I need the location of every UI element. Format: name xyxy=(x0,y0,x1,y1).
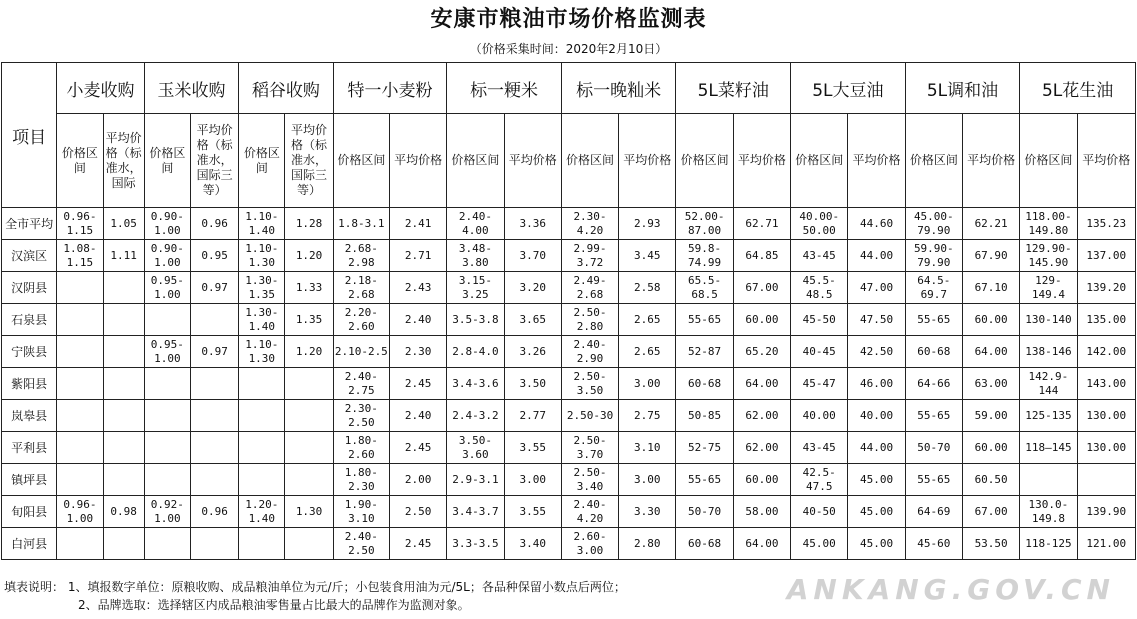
cell-avg-price: 0.96 xyxy=(190,208,238,240)
sub-header-range: 价格区间 xyxy=(676,114,733,208)
cell-avg-price: 67.10 xyxy=(962,272,1019,304)
cell-price-range xyxy=(144,400,190,432)
cell-avg-price: 59.00 xyxy=(962,400,1019,432)
cell-avg-price: 60.00 xyxy=(733,464,790,496)
group-header: 5L大豆油 xyxy=(791,63,906,114)
sub-header-range: 价格区间 xyxy=(333,114,389,208)
cell-price-range: 2.50-2.80 xyxy=(561,304,618,336)
cell-avg-price: 0.98 xyxy=(103,496,144,528)
cell-price-range: 43-45 xyxy=(791,432,848,464)
cell-price-range: 40-50 xyxy=(791,496,848,528)
cell-price-range: 2.18-2.68 xyxy=(333,272,389,304)
cell-avg-price: 1.05 xyxy=(103,208,144,240)
cell-avg-price: 65.20 xyxy=(733,336,790,368)
cell-price-range: 60-68 xyxy=(905,336,962,368)
cell-price-range xyxy=(57,432,103,464)
cell-price-range xyxy=(239,368,285,400)
sub-header-range: 价格区间 xyxy=(144,114,190,208)
cell-avg-price: 62.71 xyxy=(733,208,790,240)
cell-avg-price: 58.00 xyxy=(733,496,790,528)
cell-avg-price: 64.85 xyxy=(733,240,790,272)
cell-price-range: 2.50-3.40 xyxy=(561,464,618,496)
cell-price-range: 43-45 xyxy=(791,240,848,272)
cell-avg-price: 64.00 xyxy=(962,336,1019,368)
cell-price-range: 2.40-4.00 xyxy=(447,208,504,240)
cell-price-range: 3.4-3.7 xyxy=(447,496,504,528)
row-label: 石泉县 xyxy=(2,304,57,336)
cell-avg-price xyxy=(285,528,333,560)
cell-price-range: 45-60 xyxy=(905,528,962,560)
cell-price-range xyxy=(57,304,103,336)
cell-price-range: 64-69 xyxy=(905,496,962,528)
cell-price-range: 1.30-1.35 xyxy=(239,272,285,304)
cell-avg-price xyxy=(103,304,144,336)
sub-header-avg: 平均价格（标准水，国际三等） xyxy=(190,114,238,208)
cell-price-range: 50-70 xyxy=(905,432,962,464)
cell-price-range: 55-65 xyxy=(905,400,962,432)
cell-avg-price: 45.00 xyxy=(848,496,905,528)
cell-price-range: 2.10-2.5 xyxy=(333,336,389,368)
cell-avg-price: 60.50 xyxy=(962,464,1019,496)
cell-avg-price: 2.77 xyxy=(504,400,561,432)
cell-avg-price: 0.97 xyxy=(190,272,238,304)
cell-avg-price: 135.00 xyxy=(1077,304,1135,336)
cell-price-range: 65.5-68.5 xyxy=(676,272,733,304)
cell-avg-price: 2.43 xyxy=(389,272,446,304)
cell-price-range: 2.40-4.20 xyxy=(561,496,618,528)
cell-price-range: 52-75 xyxy=(676,432,733,464)
cell-avg-price: 3.00 xyxy=(504,464,561,496)
cell-avg-price: 3.55 xyxy=(504,496,561,528)
cell-avg-price: 1.33 xyxy=(285,272,333,304)
cell-avg-price: 3.70 xyxy=(504,240,561,272)
cell-price-range: 2.20-2.60 xyxy=(333,304,389,336)
cell-avg-price: 2.45 xyxy=(389,432,446,464)
cell-avg-price: 44.00 xyxy=(848,240,905,272)
cell-avg-price: 3.30 xyxy=(619,496,676,528)
cell-price-range: 55-65 xyxy=(905,304,962,336)
note-line-2: 2、品牌选取：选择辖区内成品粮油零售量占比最大的品牌作为监测对象。 xyxy=(78,598,470,612)
sub-header-avg: 平均价格 xyxy=(504,114,561,208)
sub-header-range: 价格区间 xyxy=(447,114,504,208)
cell-avg-price: 45.00 xyxy=(848,464,905,496)
cell-avg-price: 121.00 xyxy=(1077,528,1135,560)
cell-price-range: 2.4-3.2 xyxy=(447,400,504,432)
cell-price-range: 64.5-69.7 xyxy=(905,272,962,304)
cell-price-range: 118—145 xyxy=(1020,432,1077,464)
cell-avg-price: 42.50 xyxy=(848,336,905,368)
table-row xyxy=(2,336,1136,368)
cell-price-range: 1.10-1.30 xyxy=(239,240,285,272)
cell-avg-price: 47.00 xyxy=(848,272,905,304)
cell-avg-price xyxy=(103,336,144,368)
cell-avg-price: 64.00 xyxy=(733,368,790,400)
cell-price-range: 1.80-2.30 xyxy=(333,464,389,496)
cell-price-range: 3.48-3.80 xyxy=(447,240,504,272)
cell-avg-price xyxy=(285,432,333,464)
cell-price-range xyxy=(144,464,190,496)
cell-avg-price: 0.97 xyxy=(190,336,238,368)
cell-avg-price: 2.45 xyxy=(389,528,446,560)
table-row xyxy=(2,464,1136,496)
table-row xyxy=(2,496,1136,528)
cell-price-range: 59.90-79.90 xyxy=(905,240,962,272)
row-label: 汉滨区 xyxy=(2,240,57,272)
cell-avg-price: 46.00 xyxy=(848,368,905,400)
cell-avg-price: 53.50 xyxy=(962,528,1019,560)
cell-avg-price: 67.00 xyxy=(962,496,1019,528)
cell-price-range: 2.68-2.98 xyxy=(333,240,389,272)
cell-price-range xyxy=(57,464,103,496)
cell-price-range: 2.50-3.50 xyxy=(561,368,618,400)
cell-avg-price: 1.35 xyxy=(285,304,333,336)
cell-price-range: 52.00-87.00 xyxy=(676,208,733,240)
cell-avg-price: 40.00 xyxy=(848,400,905,432)
cell-avg-price xyxy=(285,464,333,496)
cell-price-range: 129.90-145.90 xyxy=(1020,240,1077,272)
cell-price-range: 142.9-144 xyxy=(1020,368,1077,400)
table-row xyxy=(2,368,1136,400)
cell-avg-price: 137.00 xyxy=(1077,240,1135,272)
cell-price-range xyxy=(239,464,285,496)
cell-avg-price: 2.40 xyxy=(389,304,446,336)
table-body xyxy=(2,208,1136,560)
cell-avg-price: 1.30 xyxy=(285,496,333,528)
cell-price-range: 1.90-3.10 xyxy=(333,496,389,528)
cell-price-range: 1.30-1.40 xyxy=(239,304,285,336)
cell-avg-price: 3.20 xyxy=(504,272,561,304)
cell-avg-price xyxy=(103,464,144,496)
cell-avg-price: 139.90 xyxy=(1077,496,1135,528)
cell-price-range xyxy=(57,400,103,432)
cell-price-range: 0.95-1.00 xyxy=(144,336,190,368)
row-label: 全市平均 xyxy=(2,208,57,240)
cell-avg-price: 1.20 xyxy=(285,240,333,272)
cell-price-range: 40-45 xyxy=(791,336,848,368)
cell-avg-price: 60.00 xyxy=(962,304,1019,336)
cell-avg-price: 2.80 xyxy=(619,528,676,560)
notes xyxy=(4,578,626,614)
cell-avg-price: 1.20 xyxy=(285,336,333,368)
group-header: 小麦收购 xyxy=(57,63,144,114)
group-header: 5L菜籽油 xyxy=(676,63,791,114)
cell-avg-price: 3.65 xyxy=(504,304,561,336)
cell-price-range xyxy=(57,368,103,400)
cell-price-range xyxy=(239,432,285,464)
cell-avg-price xyxy=(190,304,238,336)
cell-avg-price: 3.40 xyxy=(504,528,561,560)
group-header: 标一粳米 xyxy=(447,63,562,114)
cell-avg-price xyxy=(190,432,238,464)
cell-avg-price: 62.00 xyxy=(733,400,790,432)
cell-avg-price: 2.65 xyxy=(619,304,676,336)
cell-avg-price: 130.00 xyxy=(1077,400,1135,432)
cell-avg-price xyxy=(190,368,238,400)
cell-price-range: 129-149.4 xyxy=(1020,272,1077,304)
cell-price-range: 40.00 xyxy=(791,400,848,432)
cell-avg-price: 135.23 xyxy=(1077,208,1135,240)
item-header: 项目 xyxy=(2,63,57,208)
cell-price-range: 3.4-3.6 xyxy=(447,368,504,400)
cell-price-range xyxy=(239,528,285,560)
cell-price-range xyxy=(239,400,285,432)
cell-price-range: 0.96-1.15 xyxy=(57,208,103,240)
cell-price-range: 45.00-79.90 xyxy=(905,208,962,240)
cell-price-range: 130.0-149.8 xyxy=(1020,496,1077,528)
cell-avg-price: 63.00 xyxy=(962,368,1019,400)
cell-price-range: 55-65 xyxy=(905,464,962,496)
cell-price-range: 1.08-1.15 xyxy=(57,240,103,272)
cell-avg-price: 2.40 xyxy=(389,400,446,432)
cell-price-range: 0.90-1.00 xyxy=(144,208,190,240)
table-row xyxy=(2,240,1136,272)
cell-avg-price: 2.41 xyxy=(389,208,446,240)
sub-header-avg: 平均价格 xyxy=(389,114,446,208)
cell-avg-price xyxy=(103,272,144,304)
cell-avg-price xyxy=(103,432,144,464)
cell-avg-price xyxy=(190,400,238,432)
group-header: 标一晚籼米 xyxy=(561,63,676,114)
cell-price-range: 50-85 xyxy=(676,400,733,432)
watermark-text: ANKANG.GOV.CN xyxy=(786,573,1115,606)
group-header: 5L花生油 xyxy=(1020,63,1136,114)
cell-avg-price: 3.50 xyxy=(504,368,561,400)
cell-price-range: 3.5-3.8 xyxy=(447,304,504,336)
sub-header-avg: 平均价格 xyxy=(962,114,1019,208)
cell-price-range: 2.40-2.90 xyxy=(561,336,618,368)
cell-price-range: 2.50-30 xyxy=(561,400,618,432)
sub-header-avg: 平均价格（标准水，国际三等） xyxy=(285,114,333,208)
cell-avg-price: 2.75 xyxy=(619,400,676,432)
cell-avg-price: 2.65 xyxy=(619,336,676,368)
sub-header-range: 价格区间 xyxy=(239,114,285,208)
sub-header-range: 价格区间 xyxy=(791,114,848,208)
cell-avg-price: 2.93 xyxy=(619,208,676,240)
cell-avg-price: 1.28 xyxy=(285,208,333,240)
cell-price-range: 60-68 xyxy=(676,368,733,400)
group-header: 稻谷收购 xyxy=(239,63,333,114)
cell-price-range: 0.92-1.00 xyxy=(144,496,190,528)
row-label: 岚皋县 xyxy=(2,400,57,432)
cell-avg-price: 44.00 xyxy=(848,432,905,464)
cell-avg-price: 45.00 xyxy=(848,528,905,560)
cell-avg-price: 143.00 xyxy=(1077,368,1135,400)
cell-price-range: 118.00-149.80 xyxy=(1020,208,1077,240)
cell-price-range xyxy=(144,528,190,560)
cell-price-range: 0.95-1.00 xyxy=(144,272,190,304)
cell-avg-price xyxy=(103,528,144,560)
sub-header-range: 价格区间 xyxy=(561,114,618,208)
cell-avg-price xyxy=(103,368,144,400)
table-row xyxy=(2,272,1136,304)
cell-avg-price xyxy=(285,368,333,400)
table-row xyxy=(2,400,1136,432)
cell-price-range xyxy=(57,336,103,368)
cell-avg-price xyxy=(103,400,144,432)
cell-price-range: 2.99-3.72 xyxy=(561,240,618,272)
cell-price-range: 42.5-47.5 xyxy=(791,464,848,496)
table-row xyxy=(2,208,1136,240)
cell-avg-price: 64.00 xyxy=(733,528,790,560)
cell-price-range: 2.40-2.50 xyxy=(333,528,389,560)
cell-price-range: 50-70 xyxy=(676,496,733,528)
header-sub-row xyxy=(2,114,1136,208)
cell-price-range: 2.60-3.00 xyxy=(561,528,618,560)
cell-avg-price xyxy=(190,528,238,560)
cell-avg-price: 62.21 xyxy=(962,208,1019,240)
cell-price-range: 59.8-74.99 xyxy=(676,240,733,272)
cell-price-range: 55-65 xyxy=(676,304,733,336)
cell-avg-price: 2.30 xyxy=(389,336,446,368)
cell-price-range: 1.10-1.40 xyxy=(239,208,285,240)
table-row xyxy=(2,304,1136,336)
sub-header-avg: 平均价格 xyxy=(1077,114,1135,208)
cell-price-range xyxy=(144,432,190,464)
row-label: 旬阳县 xyxy=(2,496,57,528)
cell-price-range: 2.8-4.0 xyxy=(447,336,504,368)
collection-time: （价格采集时间：2020年2月10日） xyxy=(469,42,668,56)
cell-avg-price: 3.00 xyxy=(619,464,676,496)
cell-avg-price: 44.60 xyxy=(848,208,905,240)
cell-price-range: 40.00-50.00 xyxy=(791,208,848,240)
cell-avg-price: 60.00 xyxy=(962,432,1019,464)
cell-avg-price xyxy=(1077,464,1135,496)
cell-price-range: 3.50-3.60 xyxy=(447,432,504,464)
row-label: 宁陕县 xyxy=(2,336,57,368)
cell-avg-price: 3.55 xyxy=(504,432,561,464)
table-row xyxy=(2,528,1136,560)
cell-price-range: 2.30-2.50 xyxy=(333,400,389,432)
cell-price-range xyxy=(57,272,103,304)
cell-avg-price: 2.45 xyxy=(389,368,446,400)
row-label: 汉阴县 xyxy=(2,272,57,304)
cell-avg-price: 139.20 xyxy=(1077,272,1135,304)
cell-price-range: 45.00 xyxy=(791,528,848,560)
row-label: 紫阳县 xyxy=(2,368,57,400)
cell-price-range: 1.20-1.40 xyxy=(239,496,285,528)
cell-avg-price: 2.00 xyxy=(389,464,446,496)
cell-price-range: 45-50 xyxy=(791,304,848,336)
table-row xyxy=(2,432,1136,464)
cell-avg-price xyxy=(285,400,333,432)
sub-header-avg: 平均价格（标准水，国际 xyxy=(103,114,144,208)
cell-avg-price: 130.00 xyxy=(1077,432,1135,464)
cell-price-range: 1.80-2.60 xyxy=(333,432,389,464)
cell-avg-price: 2.71 xyxy=(389,240,446,272)
group-header: 特一小麦粉 xyxy=(333,63,447,114)
cell-avg-price: 60.00 xyxy=(733,304,790,336)
cell-price-range xyxy=(57,528,103,560)
cell-avg-price: 67.00 xyxy=(733,272,790,304)
cell-avg-price: 62.00 xyxy=(733,432,790,464)
page-title: 安康市粮油市场价格监测表 xyxy=(430,7,707,32)
sub-header-avg: 平均价格 xyxy=(848,114,905,208)
sub-header-range: 价格区间 xyxy=(57,114,103,208)
cell-avg-price: 2.58 xyxy=(619,272,676,304)
cell-avg-price: 1.11 xyxy=(103,240,144,272)
cell-avg-price: 3.10 xyxy=(619,432,676,464)
cell-price-range: 2.9-3.1 xyxy=(447,464,504,496)
cell-avg-price: 47.50 xyxy=(848,304,905,336)
group-header: 5L调和油 xyxy=(905,63,1020,114)
row-label: 镇坪县 xyxy=(2,464,57,496)
cell-avg-price: 142.00 xyxy=(1077,336,1135,368)
group-header: 玉米收购 xyxy=(144,63,238,114)
cell-avg-price: 0.96 xyxy=(190,496,238,528)
cell-price-range: 130-140 xyxy=(1020,304,1077,336)
cell-price-range: 60-68 xyxy=(676,528,733,560)
cell-price-range: 2.49-2.68 xyxy=(561,272,618,304)
cell-price-range: 125-135 xyxy=(1020,400,1077,432)
cell-price-range: 0.96-1.00 xyxy=(57,496,103,528)
cell-avg-price: 0.95 xyxy=(190,240,238,272)
sub-header-avg: 平均价格 xyxy=(619,114,676,208)
cell-price-range: 45.5-48.5 xyxy=(791,272,848,304)
cell-avg-price: 3.36 xyxy=(504,208,561,240)
cell-price-range: 52-87 xyxy=(676,336,733,368)
header-group-row xyxy=(2,63,1136,114)
cell-avg-price: 3.45 xyxy=(619,240,676,272)
cell-price-range xyxy=(1020,464,1077,496)
cell-price-range: 138-146 xyxy=(1020,336,1077,368)
cell-price-range: 1.10-1.30 xyxy=(239,336,285,368)
cell-avg-price: 3.00 xyxy=(619,368,676,400)
cell-price-range xyxy=(144,368,190,400)
row-label: 白河县 xyxy=(2,528,57,560)
cell-price-range xyxy=(144,304,190,336)
row-label: 平利县 xyxy=(2,432,57,464)
cell-price-range: 2.50-3.70 xyxy=(561,432,618,464)
note-line-1: 填表说明： 1、填报数字单位：原粮收购、成品粮油单位为元/斤；小包装食用油为元/5L；各品种保留小数点后两位； xyxy=(4,580,626,594)
price-table xyxy=(1,62,1136,560)
cell-price-range: 2.40-2.75 xyxy=(333,368,389,400)
cell-avg-price: 2.50 xyxy=(389,496,446,528)
cell-price-range: 2.30-4.20 xyxy=(561,208,618,240)
cell-avg-price: 67.90 xyxy=(962,240,1019,272)
cell-price-range: 0.90-1.00 xyxy=(144,240,190,272)
cell-price-range: 3.3-3.5 xyxy=(447,528,504,560)
cell-price-range: 45-47 xyxy=(791,368,848,400)
cell-price-range: 55-65 xyxy=(676,464,733,496)
cell-price-range: 118-125 xyxy=(1020,528,1077,560)
cell-price-range: 1.8-3.1 xyxy=(333,208,389,240)
sub-header-avg: 平均价格 xyxy=(733,114,790,208)
sub-header-range: 价格区间 xyxy=(1020,114,1077,208)
cell-price-range: 64-66 xyxy=(905,368,962,400)
cell-avg-price: 3.26 xyxy=(504,336,561,368)
sub-header-range: 价格区间 xyxy=(905,114,962,208)
cell-avg-price xyxy=(190,464,238,496)
cell-price-range: 3.15-3.25 xyxy=(447,272,504,304)
